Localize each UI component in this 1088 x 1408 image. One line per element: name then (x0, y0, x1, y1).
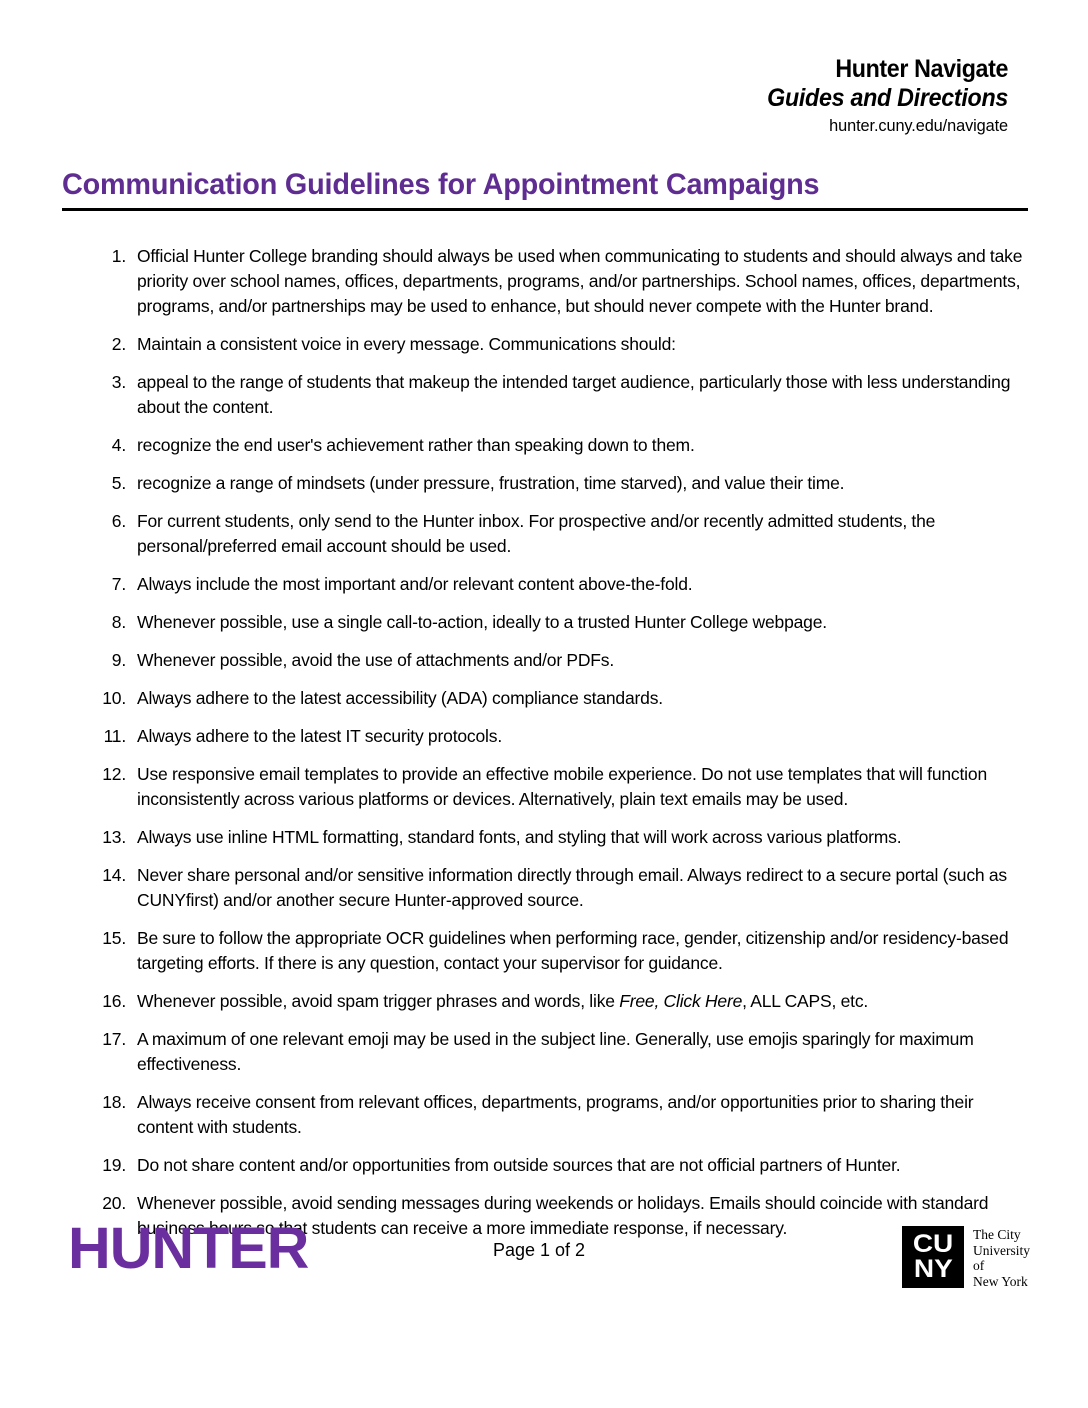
guideline-item (88, 610, 1028, 635)
guideline-number: 17. (102, 1029, 126, 1049)
guideline-text: Always include the most important and/or relevant content above-the-fold. (137, 574, 693, 594)
guideline-text-segment: Whenever possible, avoid spam trigger phrases and words, like (137, 991, 620, 1011)
header-subtitle: Guides and Directions (767, 84, 1008, 113)
guidelines-list (88, 244, 1028, 1254)
guideline-text: Always receive consent from relevant offices, departments, programs, and/or opportunities prior to sharing their content with students. (137, 1092, 974, 1137)
guideline-text-segment: , ALL CAPS, etc. (742, 991, 869, 1011)
guideline-text: For current students, only send to the Hunter inbox. For prospective and/or recently admitted students, the personal/preferred email account should be used. (137, 511, 936, 556)
guideline-text: Always use inline HTML formatting, standard fonts, and styling that will work across various platforms. (137, 827, 902, 847)
guideline-text: recognize a range of mindsets (under pressure, frustration, time starved), and value their time. (137, 473, 845, 493)
guideline-item (88, 1153, 1028, 1178)
guideline-number: 9. (111, 650, 126, 670)
guideline-item (88, 244, 1028, 319)
page-number-label: Page 1 of 2 (492, 1240, 586, 1260)
guideline-item (88, 989, 1028, 1014)
guideline-number: 16. (102, 991, 126, 1011)
guideline-text: Maintain a consistent voice in every message. Communications should: (137, 334, 676, 354)
guideline-item (88, 433, 1028, 458)
cuny-logo-wordmark (973, 1226, 1030, 1289)
guideline-item (88, 509, 1028, 559)
guideline-number: 11. (103, 726, 126, 746)
guideline-text: Always adhere to the latest accessibility (ADA) compliance standards. (137, 688, 663, 708)
guideline-number: 4. (111, 435, 126, 455)
guideline-number: 12. (102, 764, 126, 784)
document-footer (0, 1212, 1088, 1302)
guideline-text: Be sure to follow the appropriate OCR guidelines when performing race, gender, citizenship and/or residency-based targeting efforts. If there is any question, contact your supervisor for guidance. (137, 928, 1009, 973)
guideline-text: A maximum of one relevant emoji may be used in the subject line. Generally, use emojis sparingly for maximum effectiveness. (137, 1029, 974, 1074)
guideline-item (88, 370, 1028, 420)
guideline-item (88, 724, 1028, 749)
cuny-word-line-4: New York (973, 1273, 1028, 1289)
guideline-item (88, 648, 1028, 673)
cuny-logo-mark (902, 1226, 964, 1288)
guideline-text-emphasis: Free, Click Here (619, 991, 743, 1011)
cuny-word-line-2: University (973, 1242, 1030, 1258)
title-divider (62, 208, 1028, 211)
guideline-item (88, 762, 1028, 812)
guideline-item (88, 572, 1028, 597)
guideline-text: Whenever possible, avoid sending messages during weekends or holidays. Emails should coincide with standard business hours so that students can receive a more immediate response, if necessary. (137, 1193, 989, 1238)
guideline-number: 5. (111, 473, 126, 493)
guideline-text: Use responsive email templates to provide an effective mobile experience. Do not use templates that will function inconsistently across various platforms or devices. Alternatively, plain text emails may be used. (137, 764, 987, 809)
guideline-number: 18. (102, 1092, 126, 1112)
guideline-text: Official Hunter College branding should always be used when communicating to students and should always and take priority over school names, offices, departments, programs, and/or partnerships. School names, offices, departments, programs, and/or partnerships may be used to enhance, but should never compete with the Hunter brand. (137, 246, 1023, 316)
header-url: hunter.cuny.edu/navigate (829, 115, 1008, 135)
guideline-number: 8. (111, 612, 126, 632)
guideline-item (88, 332, 1028, 357)
guideline-item (88, 471, 1028, 496)
guideline-number: 15. (102, 928, 126, 948)
guideline-number: 14. (102, 865, 126, 885)
guideline-number: 2. (111, 334, 126, 354)
guideline-text: Whenever possible, use a single call-to-action, ideally to a trusted Hunter College webpage. (137, 612, 827, 632)
cuny-word-line-1: The City (973, 1227, 1021, 1242)
guideline-item (88, 863, 1028, 913)
guideline-item (88, 1090, 1028, 1140)
guideline-item (88, 825, 1028, 850)
cuny-mark-line-2: NY (913, 1255, 953, 1283)
guideline-item (88, 1027, 1028, 1077)
guideline-item (88, 926, 1028, 976)
document-header (749, 56, 1008, 134)
guideline-number: 6. (111, 511, 126, 531)
guideline-number: 20. (102, 1193, 126, 1213)
guideline-number: 10. (102, 688, 126, 708)
guideline-text: recognize the end user's achievement rather than speaking down to them. (137, 435, 695, 455)
cuny-mark-line-1: CU (912, 1230, 954, 1258)
cuny-logo (902, 1226, 1030, 1289)
guideline-text: Always adhere to the latest IT security protocols. (137, 726, 503, 746)
guideline-text: Never share personal and/or sensitive information directly through email. Always redirect to a secure portal (such as CUNYfirst) and/or another secure Hunter-approved source. (137, 865, 1007, 910)
hunter-logo: HUNTER (68, 1216, 309, 1281)
guideline-text (137, 989, 1028, 1014)
page-title: Communication Guidelines for Appointment Campaigns (62, 168, 820, 201)
guideline-number: 13. (102, 827, 126, 847)
guideline-text: Whenever possible, avoid the use of attachments and/or PDFs. (137, 650, 615, 670)
guideline-number: 1. (111, 246, 126, 266)
header-brand-title: Hunter Navigate (835, 55, 1008, 83)
cuny-word-line-3: of (973, 1258, 985, 1273)
guideline-number: 19. (102, 1155, 126, 1175)
guideline-text: appeal to the range of students that makeup the intended target audience, particularly those with less understanding about the content. (137, 372, 1011, 417)
guideline-number: 7. (111, 574, 126, 594)
title-block (62, 168, 1028, 219)
guideline-number: 3. (111, 372, 126, 392)
guideline-text: Do not share content and/or opportunities from outside sources that are not official partners of Hunter. (137, 1155, 901, 1175)
guideline-item (88, 686, 1028, 711)
